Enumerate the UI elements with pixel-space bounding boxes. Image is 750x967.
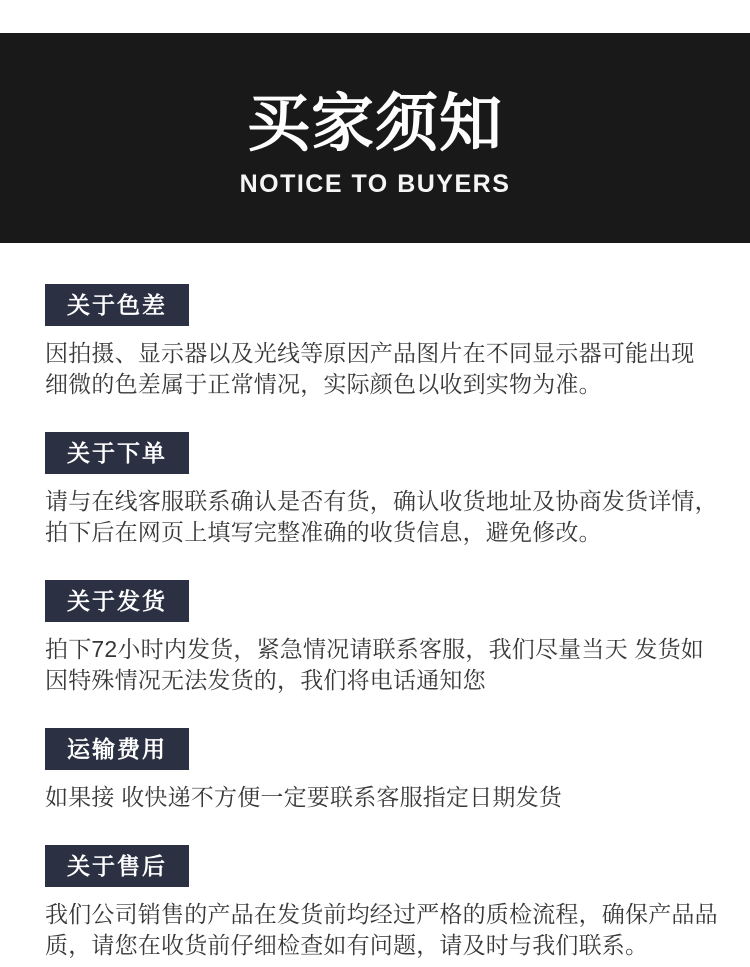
text-line: 因拍摄、显示器以及光线等原因产品图片在不同显示器可能出现: [45, 340, 695, 366]
text-line: 如果接 收快递不方便一定要联系客服指定日期发货: [45, 784, 562, 810]
section-text-ordering: [45, 486, 718, 548]
top-white-strip: [0, 0, 750, 33]
text-line: 细微的色差属于正常情况，实际颜色以收到实物为准。: [45, 371, 602, 397]
section-freight-cost: [45, 696, 705, 813]
section-badge-color-difference: 关于色差: [45, 284, 189, 326]
text-line: 质，请您在收货前仔细检查如有问题，请及时与我们联系。: [45, 932, 649, 958]
section-after-sales: [45, 813, 718, 961]
section-badge-after-sales: 关于售后: [45, 845, 189, 887]
text-line: 拍下后在网页上填写完整准确的收货信息，避免修改。: [45, 519, 602, 545]
text-line: 拍下72小时内发货，紧急情况请联系客服，我们尽量当天 发货如: [45, 636, 704, 662]
section-shipping: [45, 548, 705, 696]
section-badge-shipping: 关于发货: [45, 580, 189, 622]
section-text-freight-cost: [45, 782, 705, 813]
section-badge-freight-cost: 运输费用: [45, 728, 189, 770]
section-color-difference: [45, 243, 705, 400]
section-text-shipping: [45, 634, 705, 696]
text-line: 请与在线客服联系确认是否有货，确认收货地址及协商发货详情，: [45, 488, 718, 514]
section-badge-ordering: 关于下单: [45, 432, 189, 474]
page-subtitle: NOTICE TO BUYERS: [239, 170, 511, 198]
notice-content: [0, 243, 750, 961]
section-ordering: [45, 400, 718, 548]
hero-banner: [0, 33, 750, 243]
section-text-after-sales: [45, 899, 718, 961]
text-line: 因特殊情况无法发货的，我们将电话通知您: [45, 667, 486, 693]
text-line: 我们公司销售的产品在发货前均经过严格的质检流程，确保产品品: [45, 901, 718, 927]
page-title: 买家须知: [247, 89, 503, 159]
section-text-color-difference: [45, 338, 705, 400]
